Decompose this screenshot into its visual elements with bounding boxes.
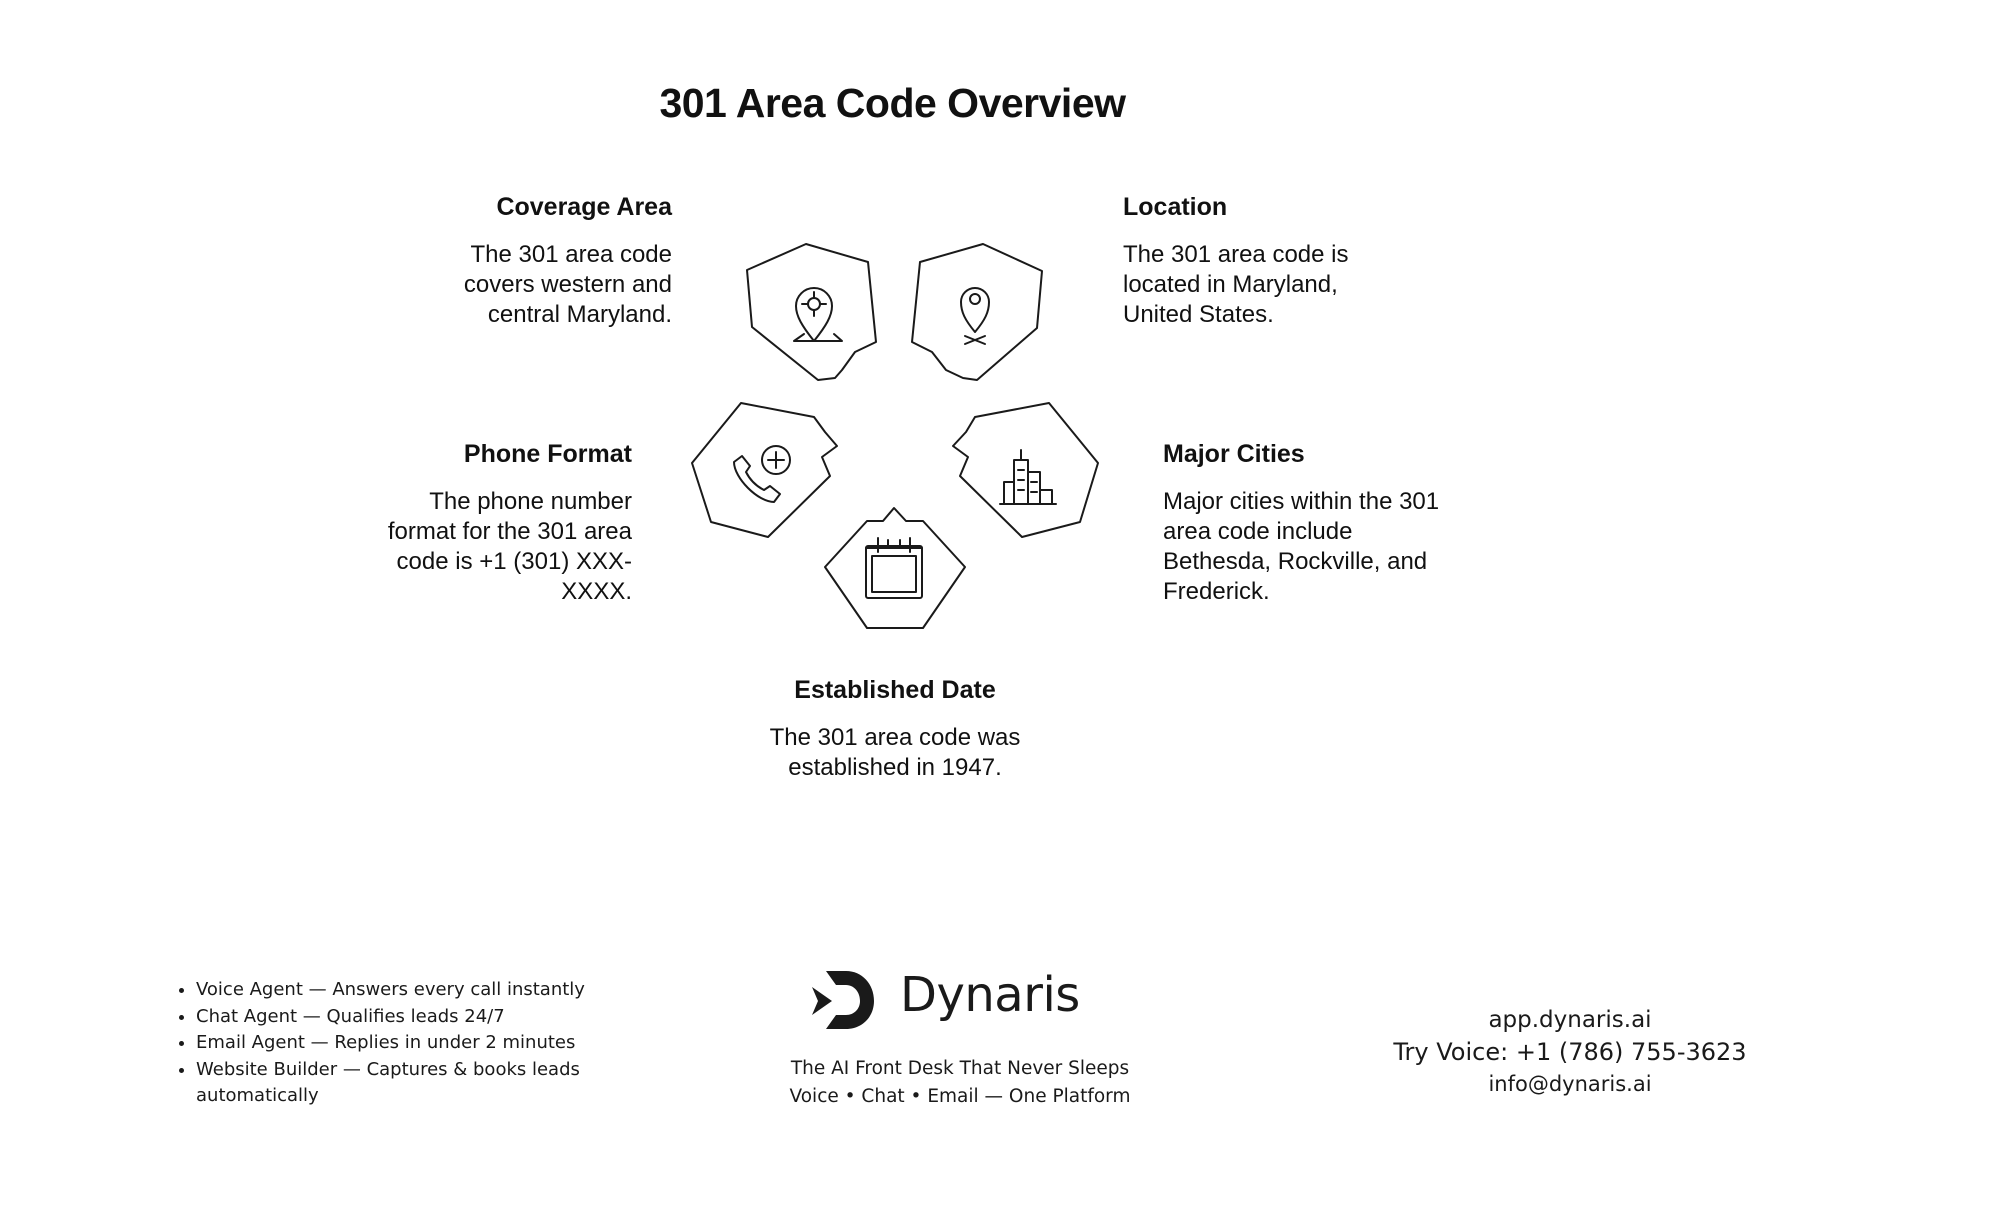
feature-item: • Website Builder — Captures & books leads automatically (196, 1057, 618, 1110)
phone-block (362, 439, 632, 607)
voice-phone-link[interactable]: Try Voice: +1 (786) 755-3623 (1393, 1038, 1747, 1066)
phone-hexagon (692, 403, 837, 537)
location-text: The 301 area code is located in Maryland, United States. (1123, 241, 1349, 328)
phone-text: The phone number format for the 301 area code is +1 (301) XXX-XXXX. (387, 488, 632, 605)
feature-list (178, 977, 618, 1110)
page-title: 301 Area Code Overview (659, 80, 1126, 126)
contact-info (1380, 1004, 1760, 1100)
location-heading: Location (1123, 193, 1228, 221)
established-hexagon (825, 508, 965, 628)
feature-item: • Chat Agent — Qualifies leads 24/7 (196, 1004, 618, 1031)
location-hexagon (912, 244, 1042, 380)
brand-logo (810, 965, 1090, 1035)
feature-item: • Email Agent — Replies in under 2 minutes (196, 1030, 618, 1057)
coverage-heading: Coverage Area (496, 193, 672, 221)
email-link[interactable]: info@dynaris.ai (1488, 1072, 1652, 1096)
brand-name: Dynaris (900, 967, 1080, 1023)
coverage-block (430, 192, 672, 330)
website-link[interactable]: app.dynaris.ai (1488, 1007, 1652, 1033)
cities-block (1163, 439, 1453, 607)
cities-hexagon (953, 403, 1098, 537)
dynaris-logo-icon (810, 965, 880, 1035)
cities-text: Major cities within the 301 area code include Bethesda, Rockville, and Frederick. (1163, 488, 1440, 605)
established-heading: Established Date (794, 676, 996, 704)
coverage-text: The 301 area code covers western and central Maryland. (463, 241, 672, 328)
phone-heading: Phone Format (463, 440, 632, 468)
tagline-line-2: Voice • Chat • Email — One Platform (789, 1086, 1131, 1107)
coverage-hexagon (747, 244, 876, 380)
feature-item: • Voice Agent — Answers every call instantly (196, 977, 618, 1004)
established-block (745, 675, 1045, 783)
established-text: The 301 area code was established in 1947. (769, 724, 1021, 781)
tagline-line-1: The AI Front Desk That Never Sleeps (790, 1058, 1130, 1079)
tagline (740, 1055, 1180, 1111)
cities-heading: Major Cities (1163, 440, 1305, 468)
location-block (1123, 192, 1373, 330)
